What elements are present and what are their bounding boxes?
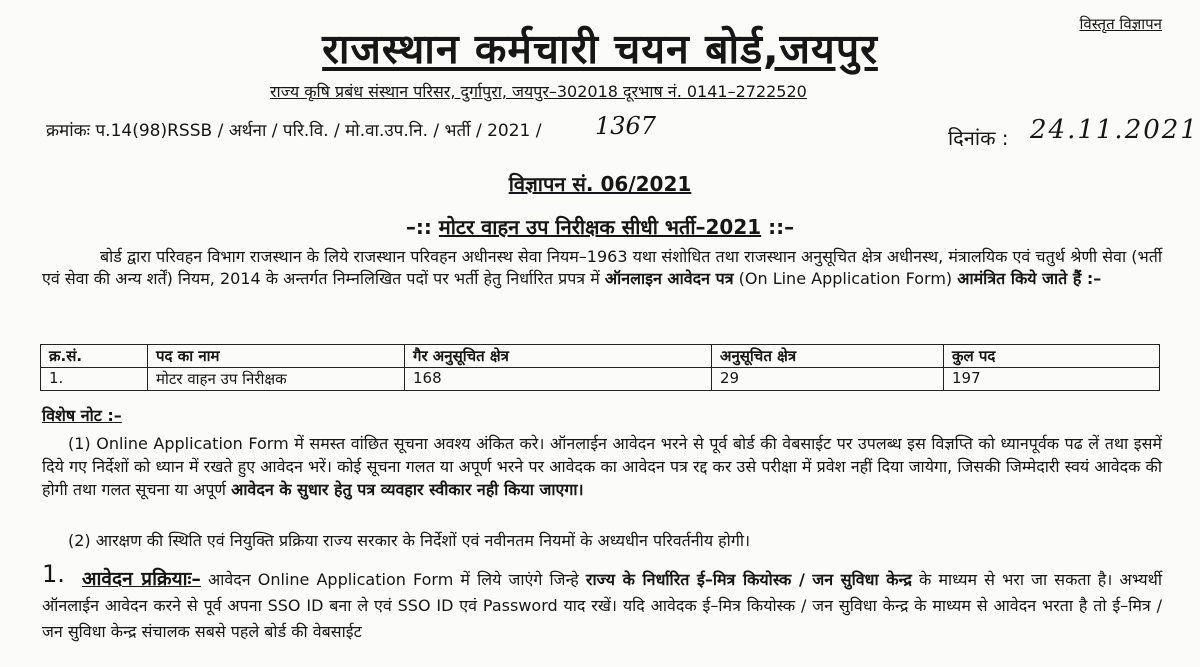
note-1-bold: आवेदन के सुधार हेतु पत्र व्यवहार स्वीकार नही किया जाएगा। (231, 480, 584, 499)
section-1-number: 1. (42, 560, 65, 588)
header-post-name: पद का नाम (148, 345, 405, 368)
handwritten-reference-number: 1367 (595, 112, 657, 140)
handwritten-date: 24.11.2021 (1030, 115, 1199, 145)
intro-paragraph (42, 246, 1162, 290)
posts-table (40, 344, 1160, 391)
detailed-advertisement-label: विस्तृत विज्ञापन (1079, 15, 1162, 33)
section-1-bold: राज्य के निर्धारित ई–मित्र कियोस्क / जन सुविधा केन्द्र (585, 570, 912, 589)
section-1 (42, 566, 1162, 645)
board-address: राज्य कृषि प्रबंध संस्थान परिसर, दुर्गापुरा, जयपुर–302018 दूरभाष नं. 0141–2722520 (270, 82, 807, 101)
note-1 (42, 432, 1162, 501)
title-text: मोटर वाहन उप निरीक्षक सीधी भर्ती–2021 (438, 215, 762, 239)
section-1-heading: आवेदन प्रक्रियाः– (82, 568, 201, 590)
header-scheduled: अनुसूचित क्षेत्र (712, 345, 944, 368)
reference-number: क्रमांकः प.14(98)RSSB / अर्थना / परि.वि. / मो.वा.उप.नि. / भर्ती / 2021 / (46, 121, 542, 141)
title-suffix: ::– (761, 215, 795, 239)
intro-middle: (On Line Application Form) (733, 269, 958, 288)
header-non-scheduled: गैर अनुसूचित क्षेत्र (405, 345, 712, 368)
date-label: दिनांक : (948, 126, 1009, 150)
intro-bold: ऑनलाइन आवेदन पत्र (604, 269, 734, 288)
section-1-text-a: आवेदन Online Application Form में लिये जाएंगे जिन्हे (200, 570, 586, 589)
board-title: राजस्थान कर्मचारी चयन बोर्ड,जयपुर (322, 25, 878, 73)
special-note-heading: विशेष नोट :– (42, 406, 122, 425)
header-total: कुल पद (944, 345, 1160, 368)
cell-scheduled: 29 (712, 368, 944, 391)
cell-total: 197 (944, 368, 1160, 391)
advertisement-number: विज्ञापन सं. 06/2021 (508, 172, 692, 196)
title-prefix: –:: (405, 215, 439, 239)
note-1-text: (1) Online Application Form में समस्त वांछित सूचना अवश्य अंकित करे। ऑनलाईन आवेदन भरने से पूर्व बोर्ड की वेबसाईट पर उपलब्ध इस विज्ञप्ति को ध्यानपूर्वक पढ लें तथा इसमें दिये गए निर्देशों को ध्यान में रखते हुए आवेदन भरें। कोई सूचना गलत या अपूर्ण भरने पर आवेदक का आवेदन पत्र रद्द कर उसे परीक्षा में प्रवेश नहीं दिया जायेगा, जिसकी जिम्मेदारी स्वयं आवेदक की होगी तथा गलत सूचना या अपूर्ण (42, 434, 1162, 499)
intro-bold-end: आमंत्रित किये जाते हैं :– (957, 269, 1102, 288)
cell-post-name: मोटर वाहन उप निरीक्षक (148, 368, 405, 391)
header-serial: क्र.सं. (41, 345, 148, 368)
table-header-row (41, 345, 1160, 368)
cell-serial: 1. (41, 368, 148, 391)
intro-text: बोर्ड द्वारा परिवहन विभाग राजस्थान के लिये राजस्थान परिवहन अधीनस्थ सेवा नियम–1963 यथा संशोधित तथा राजस्थान अनुसूचित क्षेत्र अधीनस्थ, मंत्रालयिक एवं चतुर्थ श्रेणी सेवा (भर्ती एवं सेवा की अन्य शर्तें) नियम, 2014 के अन्तर्गत निम्नलिखित पदों पर भर्ती हेतु निर्धारित प्रपत्र में (42, 247, 1162, 288)
note-2: (2) आरक्षण की स्थिति एवं नियुक्ति प्रक्रिया राज्य सरकार के निर्देशों एवं नवीनतम नियमों के अध्यधीन परिवर्तनीय होगी। (68, 531, 751, 550)
cell-non-scheduled: 168 (405, 368, 712, 391)
section-1-text-b: के माध्यम से भरा जा सकता है। अभ्यर्थी ऑनलाईन आवेदन करने से पूर्व अपना SSO ID बना ले एवं SSO ID एवं Password याद रखें। यदि आवेदक ई–मित्र कियोस्क / जन सुविधा केन्द्र के माध्यम से आवेदन भरता है तो ई–मित्र / जन सुविधा केन्द्र संचालक सबसे पहले बोर्ड की वेबसाईट (42, 570, 1162, 641)
table-row (41, 368, 1160, 391)
recruitment-title (0, 213, 1200, 240)
